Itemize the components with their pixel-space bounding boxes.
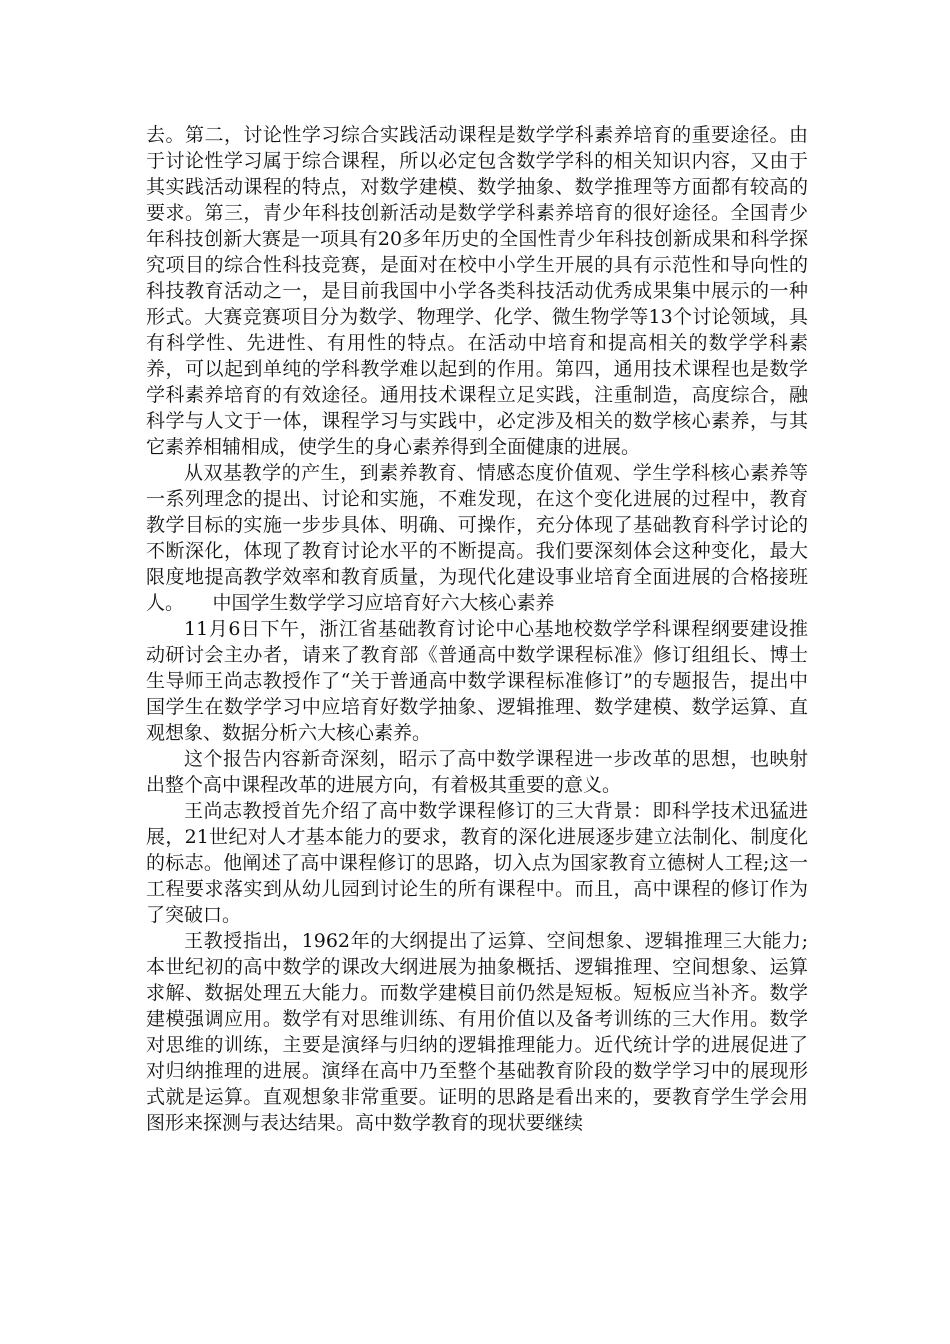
paragraph-6: 王教授指出，1962年的大纲提出了运算、空间想象、逻辑推理三大能力;本世纪初的高中数学的课改大纲进展为抽象概括、逻辑推理、空间想象、运算求解、数据处理五大能力。而数学建模目前仍然是短板。短板应当补齐。数学建模强调应用。数学有对思维训练、有用价值以及备考训练的三大作用。数学对思维的训练，主要是演绎与归纳的逻辑推理能力。近代统计学的进展促进了对归纳推理的进展。演绎在高中乃至整个基础教育阶段的数学学习中的展现形式就是运算。直观想象非常重要。证明的思路是看出来的，要教育学生学会用图形来探测与表达结果。高中数学教育的现状要继续 [146,930,808,1134]
paragraph-1: 去。第二，讨论性学习综合实践活动课程是数学学科素养培育的重要途径。由于讨论性学习属于综合课程，所以必定包含数学学科的相关知识内容，又由于其实践活动课程的特点，对数学建模、数学抽象、数学推理等方面都有较高的要求。第三，青少年科技创新活动是数学学科素养培育的很好途径。全国青少年科技创新大赛是一项具有20多年历史的全国性青少年科技创新成果和科学探究项目的综合性科技竞赛，是面对在校中小学生开展的具有示范性和导向性的科技教育活动之一，是目前我国中小学各类科技活动优秀成果集中展示的一种形式。大赛竞赛项目分为数学、物理学、化学、微生物学等13个讨论领域，具有科学性、先进性、有用性的特点。在活动中培育和提高相关的数学学科素养，可以起到单纯的学科教学难以起到的作用。第四，通用技术课程也是数学学科素养培育的有效途径。通用技术课程立足实践，注重制造，高度综合，融科学与人文于一体，课程学习与实践中，必定涉及相关的数学核心素养，与其它素养相辅相成，使学生的身心素养得到全面健康的进展。 [146,124,808,458]
paragraph-4: 这个报告内容新奇深刻，昭示了高中数学课程进一步改革的思想，也映射出整个高中课程改革的进展方向，有着极其重要的意义。 [146,748,808,796]
paragraph-2: 从双基教学的产生，到素养教育、情感态度价值观、学生学科核心素养等一系列理念的提出、讨论和实施，不难发现，在这个变化进展的过程中，教育教学目标的实施一步步具体、明确、可操作，充分体现了基础教育科学讨论的不断深化，体现了教育讨论水平的不断提高。我们要深刻体会这种变化，最大限度地提高教学效率和教育质量，为现代化建设事业培育全面进展的合格接班人。 中国学生数学学习应培育好六大核心素养 [146,462,808,614]
paragraph-5: 王尚志教授首先介绍了高中数学课程修订的三大背景：即科学技术迅猛进展，21世纪对人才基本能力的要求，教育的深化进展逐步建立法制化、制度化的标志。他阐述了高中课程修订的思路，切入点为国家教育立德树人工程;这一工程要求落实到从幼儿园到讨论生的所有课程中。而且，高中课程的修订作为了突破口。 [146,800,808,926]
document-body [146,122,808,1136]
paragraph-3: 11月6日下午，浙江省基础教育讨论中心基地校数学学科课程纲要建设推动研讨会主办者，请来了教育部《普通高中数学课程标准》修订组组长、博士生导师王尚志教授作了“关于普通高中数学课程标准修订”的专题报告，提出中国学生在数学学习中应培育好数学抽象、逻辑推理、数学建模、数学运算、直观想象、数据分析六大核心素养。 [146,618,808,744]
